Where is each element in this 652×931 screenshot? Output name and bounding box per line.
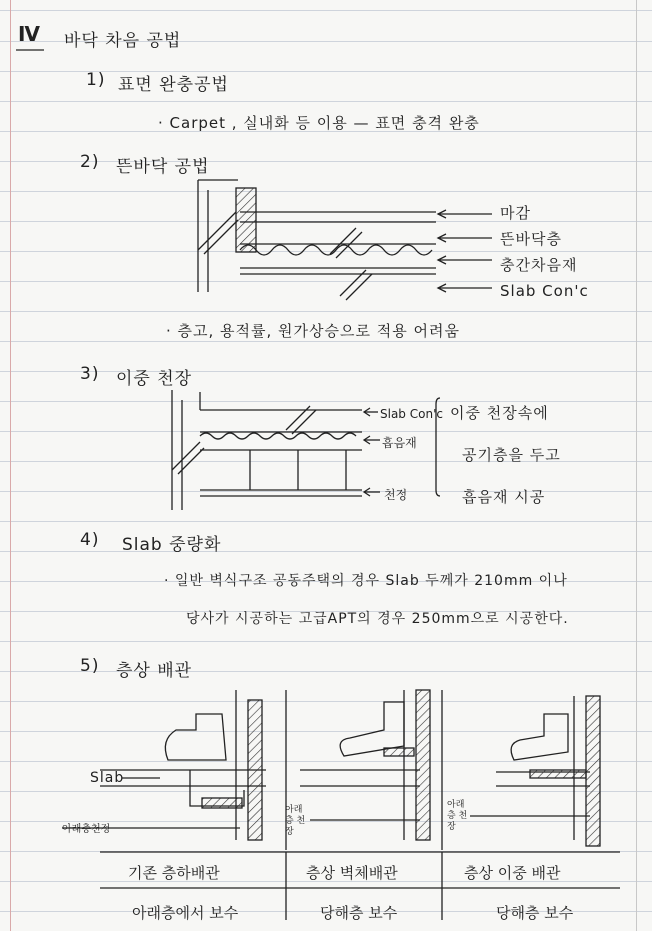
side-note-bracket — [436, 398, 440, 496]
ceiling-label-absorber: 흡음재 — [382, 436, 417, 450]
piping-figure-3 — [442, 690, 600, 850]
item-2-number: 2) — [80, 152, 100, 172]
piping-label-ceiling-3: 아래층 천장 — [447, 800, 468, 832]
piping-table-header-3: 층상 이중 배관 — [464, 864, 561, 882]
piping-table-cell-3: 당해층 보수 — [496, 904, 574, 922]
item-1-number: 1) — [86, 70, 106, 90]
piping-figure-2 — [286, 690, 430, 850]
double-ceiling-diagram — [172, 390, 440, 510]
wall-insulation-strip — [236, 188, 256, 252]
piping-table-lines — [100, 852, 620, 920]
item-5-title: 층상 배관 — [116, 661, 193, 681]
floating-floor-diagram — [198, 180, 492, 300]
section-numeral: Ⅳ — [18, 22, 42, 46]
floating-floor-label-layer: 뜬바닥층 — [500, 230, 562, 248]
ceiling-side-note-2: 공기층을 두고 — [462, 446, 561, 464]
ceiling-label-slab: Slab Con'c — [380, 407, 443, 421]
item-3-number: 3) — [80, 364, 100, 384]
piping-label-ceiling-2: 아래층 천장 — [285, 805, 306, 837]
floating-floor-label-finish: 마감 — [500, 204, 531, 222]
insulation-wave — [240, 245, 432, 255]
piping-table-header-1: 기존 층하배관 — [128, 864, 220, 882]
ceiling-label-ceiling: 천정 — [384, 488, 408, 502]
piping-table-header-2: 층상 벽체배관 — [306, 864, 398, 882]
item-5-number: 5) — [80, 656, 100, 676]
item-1-body: · Carpet , 실내화 등 이용 — 표면 충격 완충 — [158, 114, 480, 132]
item-4-title: Slab 중량화 — [122, 535, 222, 555]
piping-label-slab: Slab — [90, 770, 125, 786]
item-2-note: · 층고, 용적률, 원가상승으로 적용 어려움 — [166, 322, 460, 340]
section-title: 바닥 차음 공법 — [64, 31, 182, 51]
item-4-line-1: · 일반 벽식구조 공동주택의 경우 Slab 두께가 210mm 이나 — [164, 573, 568, 589]
item-1-title: 표면 완충공법 — [118, 75, 229, 95]
floating-floor-label-slab: Slab Con'c — [500, 282, 589, 300]
item-4-number: 4) — [80, 530, 100, 550]
floating-floor-label-insulation: 충간차음재 — [500, 256, 578, 274]
item-2-title: 뜬바닥 공법 — [116, 157, 210, 177]
floating-floor-arrows — [438, 210, 492, 292]
ceiling-side-note-1: 이중 천장속에 — [450, 404, 549, 422]
piping-table-cell-2: 당해층 보수 — [320, 904, 398, 922]
ceiling-side-note-3: 흡음재 시공 — [462, 488, 546, 506]
piping-table-cell-1: 아래층에서 보수 — [132, 904, 239, 922]
piping-label-ceiling-1: 아래층천정 — [62, 824, 111, 835]
piping-figure-1 — [62, 690, 266, 840]
item-4-line-2: 당사가 시공하는 고급APT의 경우 250mm으로 시공한다. — [186, 611, 569, 627]
item-3-title: 이중 천장 — [116, 369, 193, 389]
